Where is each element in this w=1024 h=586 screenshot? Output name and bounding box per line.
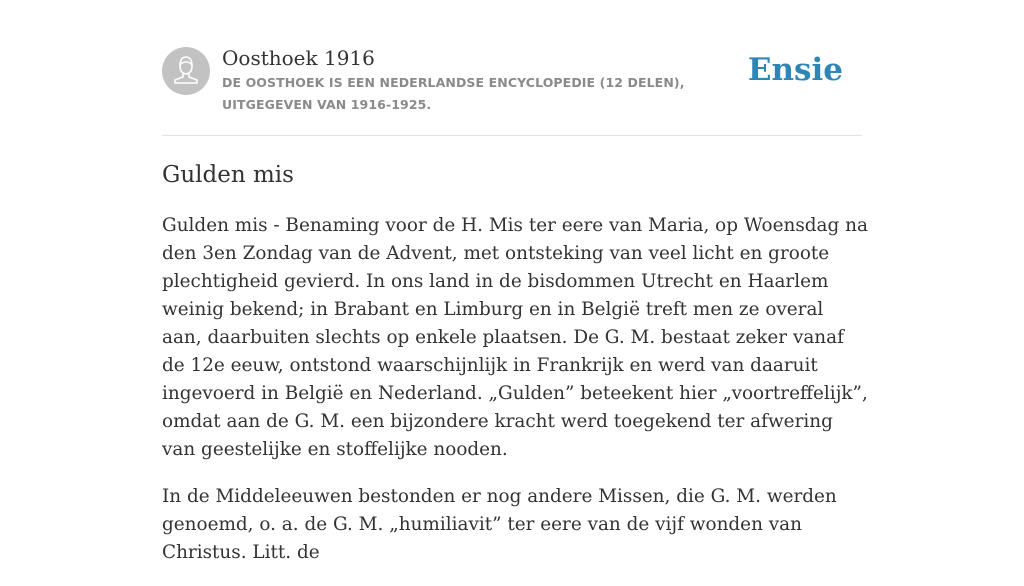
article-title: Gulden mis xyxy=(162,162,294,188)
header-divider xyxy=(162,135,862,136)
source-name[interactable]: Oosthoek 1916 xyxy=(222,46,375,70)
ensie-logo[interactable]: Ensie xyxy=(747,52,843,88)
source-header xyxy=(162,46,862,136)
source-description: DE OOSTHOEK IS EEN NEDERLANDSE ENCYCLOPEDIE (12 DELEN), UITGEGEVEN VAN 1916-1925. xyxy=(222,75,685,112)
user-avatar-icon[interactable] xyxy=(162,47,210,95)
article-body xyxy=(162,212,868,586)
article-paragraph: Gulden mis - Benaming voor de H. Mis ter eere van Maria, op Woensdag na den 3en Zondag van de Advent, met ontsteking van veel licht en groote plechtigheid gevierd. In ons land in de bisdommen Utrecht en Haarlem weinig bekend; in Brabant en Limburg en in België treft men ze overal aan, daarbuiten slechts op enkele plaatsen. De G. M. bestaat zeker vanaf de 12e eeuw, ontstond waarschijnlijk in Frankrijk en werd van daaruit ingevoerd in België en Nederland. „Gulden” beteekent hier „voortreffelijk”, omdat aan de G. M. een bijzondere kracht werd toegekend ter afwering van geestelijke en stoffelijke nooden. xyxy=(162,215,868,460)
article-paragraph: In de Middeleeuwen bestonden er nog andere Missen, die G. M. werden genoemd, o. a. de G. M. „humiliavit” ter eere van de vijf wonden van Christus. Litt. de xyxy=(162,486,837,563)
